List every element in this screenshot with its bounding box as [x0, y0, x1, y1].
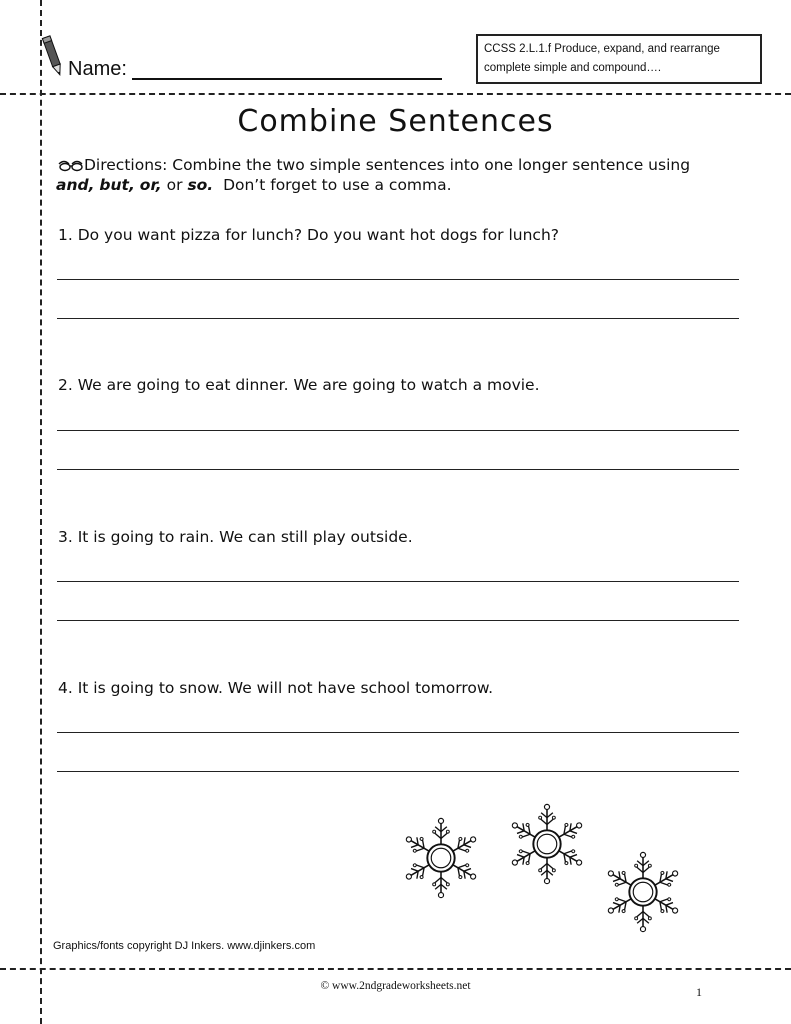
pencil-icon: [40, 34, 66, 78]
name-label: Name:: [68, 58, 127, 80]
directions: [56, 155, 756, 195]
page-number: 1: [696, 985, 702, 999]
directions-tail: Don’t forget to use a comma.: [223, 176, 452, 194]
conjunction-but: but,: [99, 176, 135, 194]
question-2: 2. We are going to eat dinner. We are going to watch a movie.: [58, 376, 540, 394]
answer-line[interactable]: [57, 771, 739, 772]
answer-line[interactable]: [57, 469, 739, 470]
answer-line[interactable]: [57, 318, 739, 319]
answer-line[interactable]: [57, 279, 739, 280]
directions-text: Directions: Combine the two simple sentences into one longer sentence using: [84, 156, 691, 174]
answer-line[interactable]: [57, 581, 739, 582]
conjunction-and: and,: [56, 176, 95, 194]
standard-box: CCSS 2.L.1.f Produce, expand, and rearrange complete simple and compound….: [476, 34, 762, 84]
snowflake-icon: [602, 850, 684, 934]
answer-line[interactable]: [57, 732, 739, 733]
site-credit: © www.2ndgradeworksheets.net: [320, 980, 471, 992]
question-3: 3. It is going to rain. We can still play outside.: [58, 528, 413, 546]
snowflake-icon: [506, 802, 588, 886]
answer-line[interactable]: [57, 430, 739, 431]
answer-line[interactable]: [57, 620, 739, 621]
bottom-dashed-border: [0, 968, 791, 970]
conjunction-or: or,: [139, 176, 162, 194]
conjunction-so: so.: [187, 176, 214, 194]
top-dashed-border: [0, 93, 791, 95]
copyright-text: Graphics/fonts copyright DJ Inkers. www.djinkers.com: [53, 940, 316, 952]
question-1: 1. Do you want pizza for lunch? Do you want hot dogs for lunch?: [58, 226, 560, 244]
page-title: Combine Sentences: [237, 104, 554, 139]
left-dashed-border: [40, 0, 42, 1024]
question-4: 4. It is going to snow. We will not have school tomorrow.: [58, 679, 494, 697]
snowflake-icon: [400, 816, 482, 900]
name-write-line[interactable]: [132, 78, 442, 80]
conjunction-or-plain: or: [166, 176, 183, 194]
